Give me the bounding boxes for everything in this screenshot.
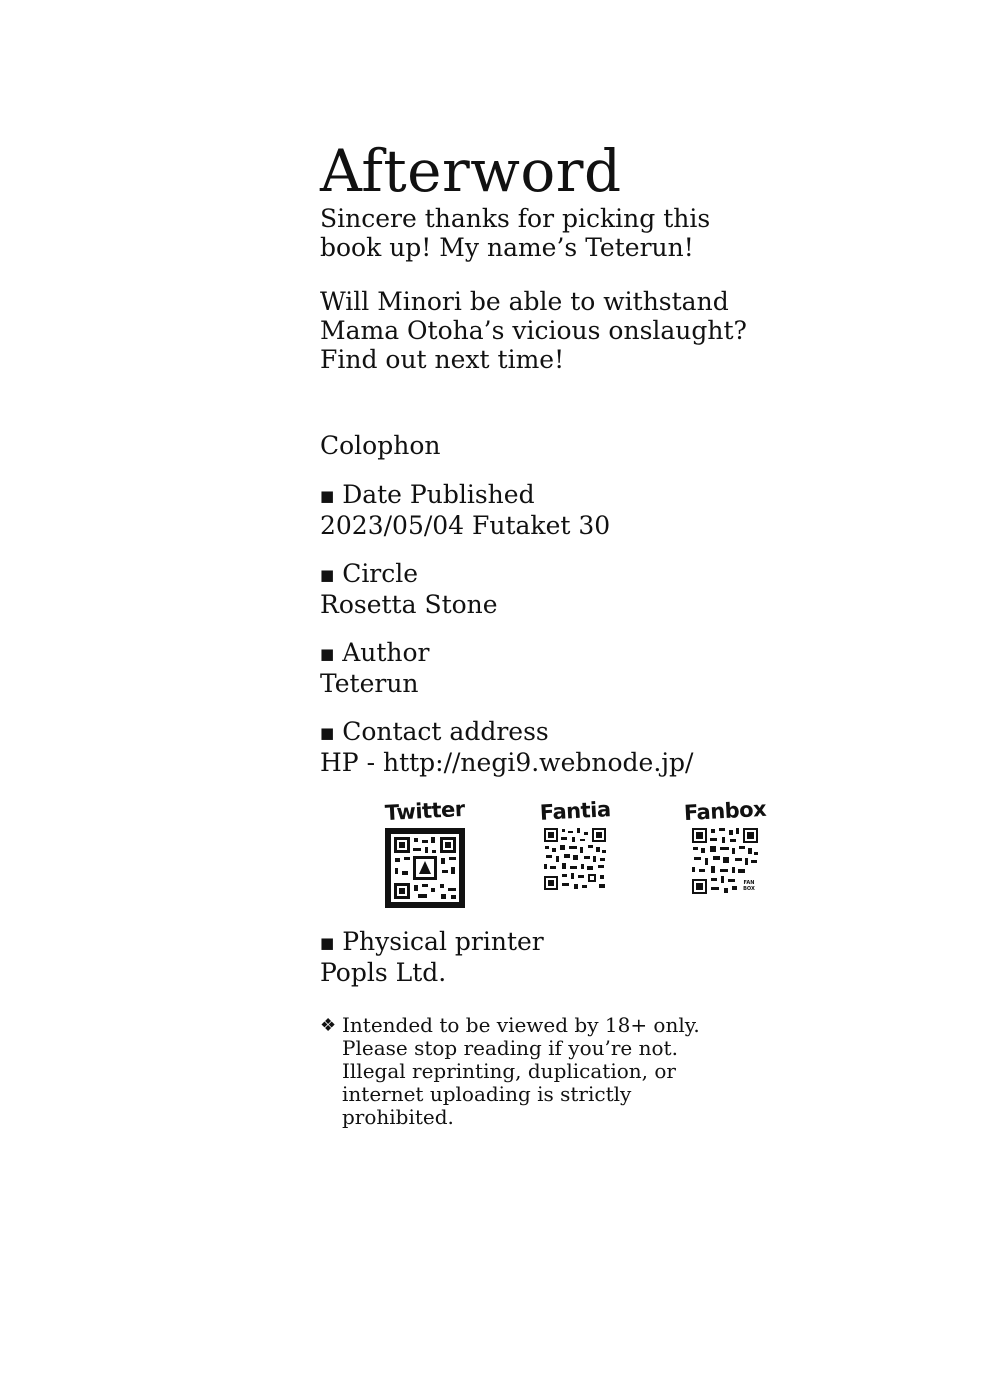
notice-line: internet uploading is strictly bbox=[342, 1082, 632, 1106]
twitter-qr[interactable] bbox=[350, 798, 500, 908]
notice-line: Intended to be viewed by 18+ only. bbox=[342, 1013, 700, 1037]
printer-label: ■ Physical printer bbox=[320, 928, 840, 959]
circle-value: Rosetta Stone bbox=[320, 590, 498, 619]
twitter-qr-label: Twitter bbox=[384, 796, 466, 826]
qr-code-icon bbox=[385, 828, 465, 908]
qr-code-icon bbox=[544, 828, 606, 890]
intro-paragraph bbox=[320, 204, 840, 262]
fanbox-qr-label: Fanbox bbox=[683, 796, 767, 826]
fanbox-qr[interactable] bbox=[650, 798, 800, 908]
author-label: ■ Author bbox=[320, 639, 840, 670]
circle-label: ■ Circle bbox=[320, 560, 840, 591]
afterword-page bbox=[320, 137, 840, 1129]
qr-code-row bbox=[350, 798, 840, 908]
author-value: Teterun bbox=[320, 669, 419, 698]
teaser-paragraph bbox=[320, 287, 840, 374]
svg-text:FAN: FAN bbox=[743, 880, 755, 886]
date-published-value: 2023/05/04 Futaket 30 bbox=[320, 511, 611, 540]
diamond-star-icon: ❖ bbox=[320, 1015, 337, 1036]
teaser-line: Mama Otoha’s vicious onslaught? bbox=[320, 316, 747, 345]
teaser-line: Will Minori be able to withstand bbox=[320, 287, 729, 316]
contact-value[interactable]: HP - http://negi9.webnode.jp/ bbox=[320, 748, 694, 777]
qr-code-icon bbox=[692, 828, 758, 894]
svg-text:BOX: BOX bbox=[743, 886, 755, 892]
author-field bbox=[320, 639, 840, 697]
date-published-label: ■ Date Published bbox=[320, 481, 840, 512]
printer-value: Popls Ltd. bbox=[320, 958, 447, 987]
intro-line: book up! My name’s Teterun! bbox=[320, 233, 694, 262]
contact-label: ■ Contact address bbox=[320, 718, 840, 749]
notice-line: Illegal reprinting, duplication, or bbox=[342, 1059, 676, 1083]
intro-line: Sincere thanks for picking this bbox=[320, 204, 711, 233]
age-notice bbox=[320, 1014, 840, 1129]
page-title: Afterword bbox=[320, 137, 622, 205]
teaser-line: Find out next time! bbox=[320, 345, 565, 374]
fantia-qr[interactable] bbox=[500, 798, 650, 908]
date-published-field bbox=[320, 481, 840, 539]
notice-line: prohibited. bbox=[342, 1105, 454, 1129]
contact-field bbox=[320, 718, 840, 776]
colophon-heading: Colophon bbox=[320, 431, 441, 460]
notice-line: Please stop reading if you’re not. bbox=[342, 1036, 678, 1060]
fantia-qr-label: Fantia bbox=[538, 797, 611, 825]
printer-field bbox=[320, 928, 840, 986]
circle-field bbox=[320, 560, 840, 618]
